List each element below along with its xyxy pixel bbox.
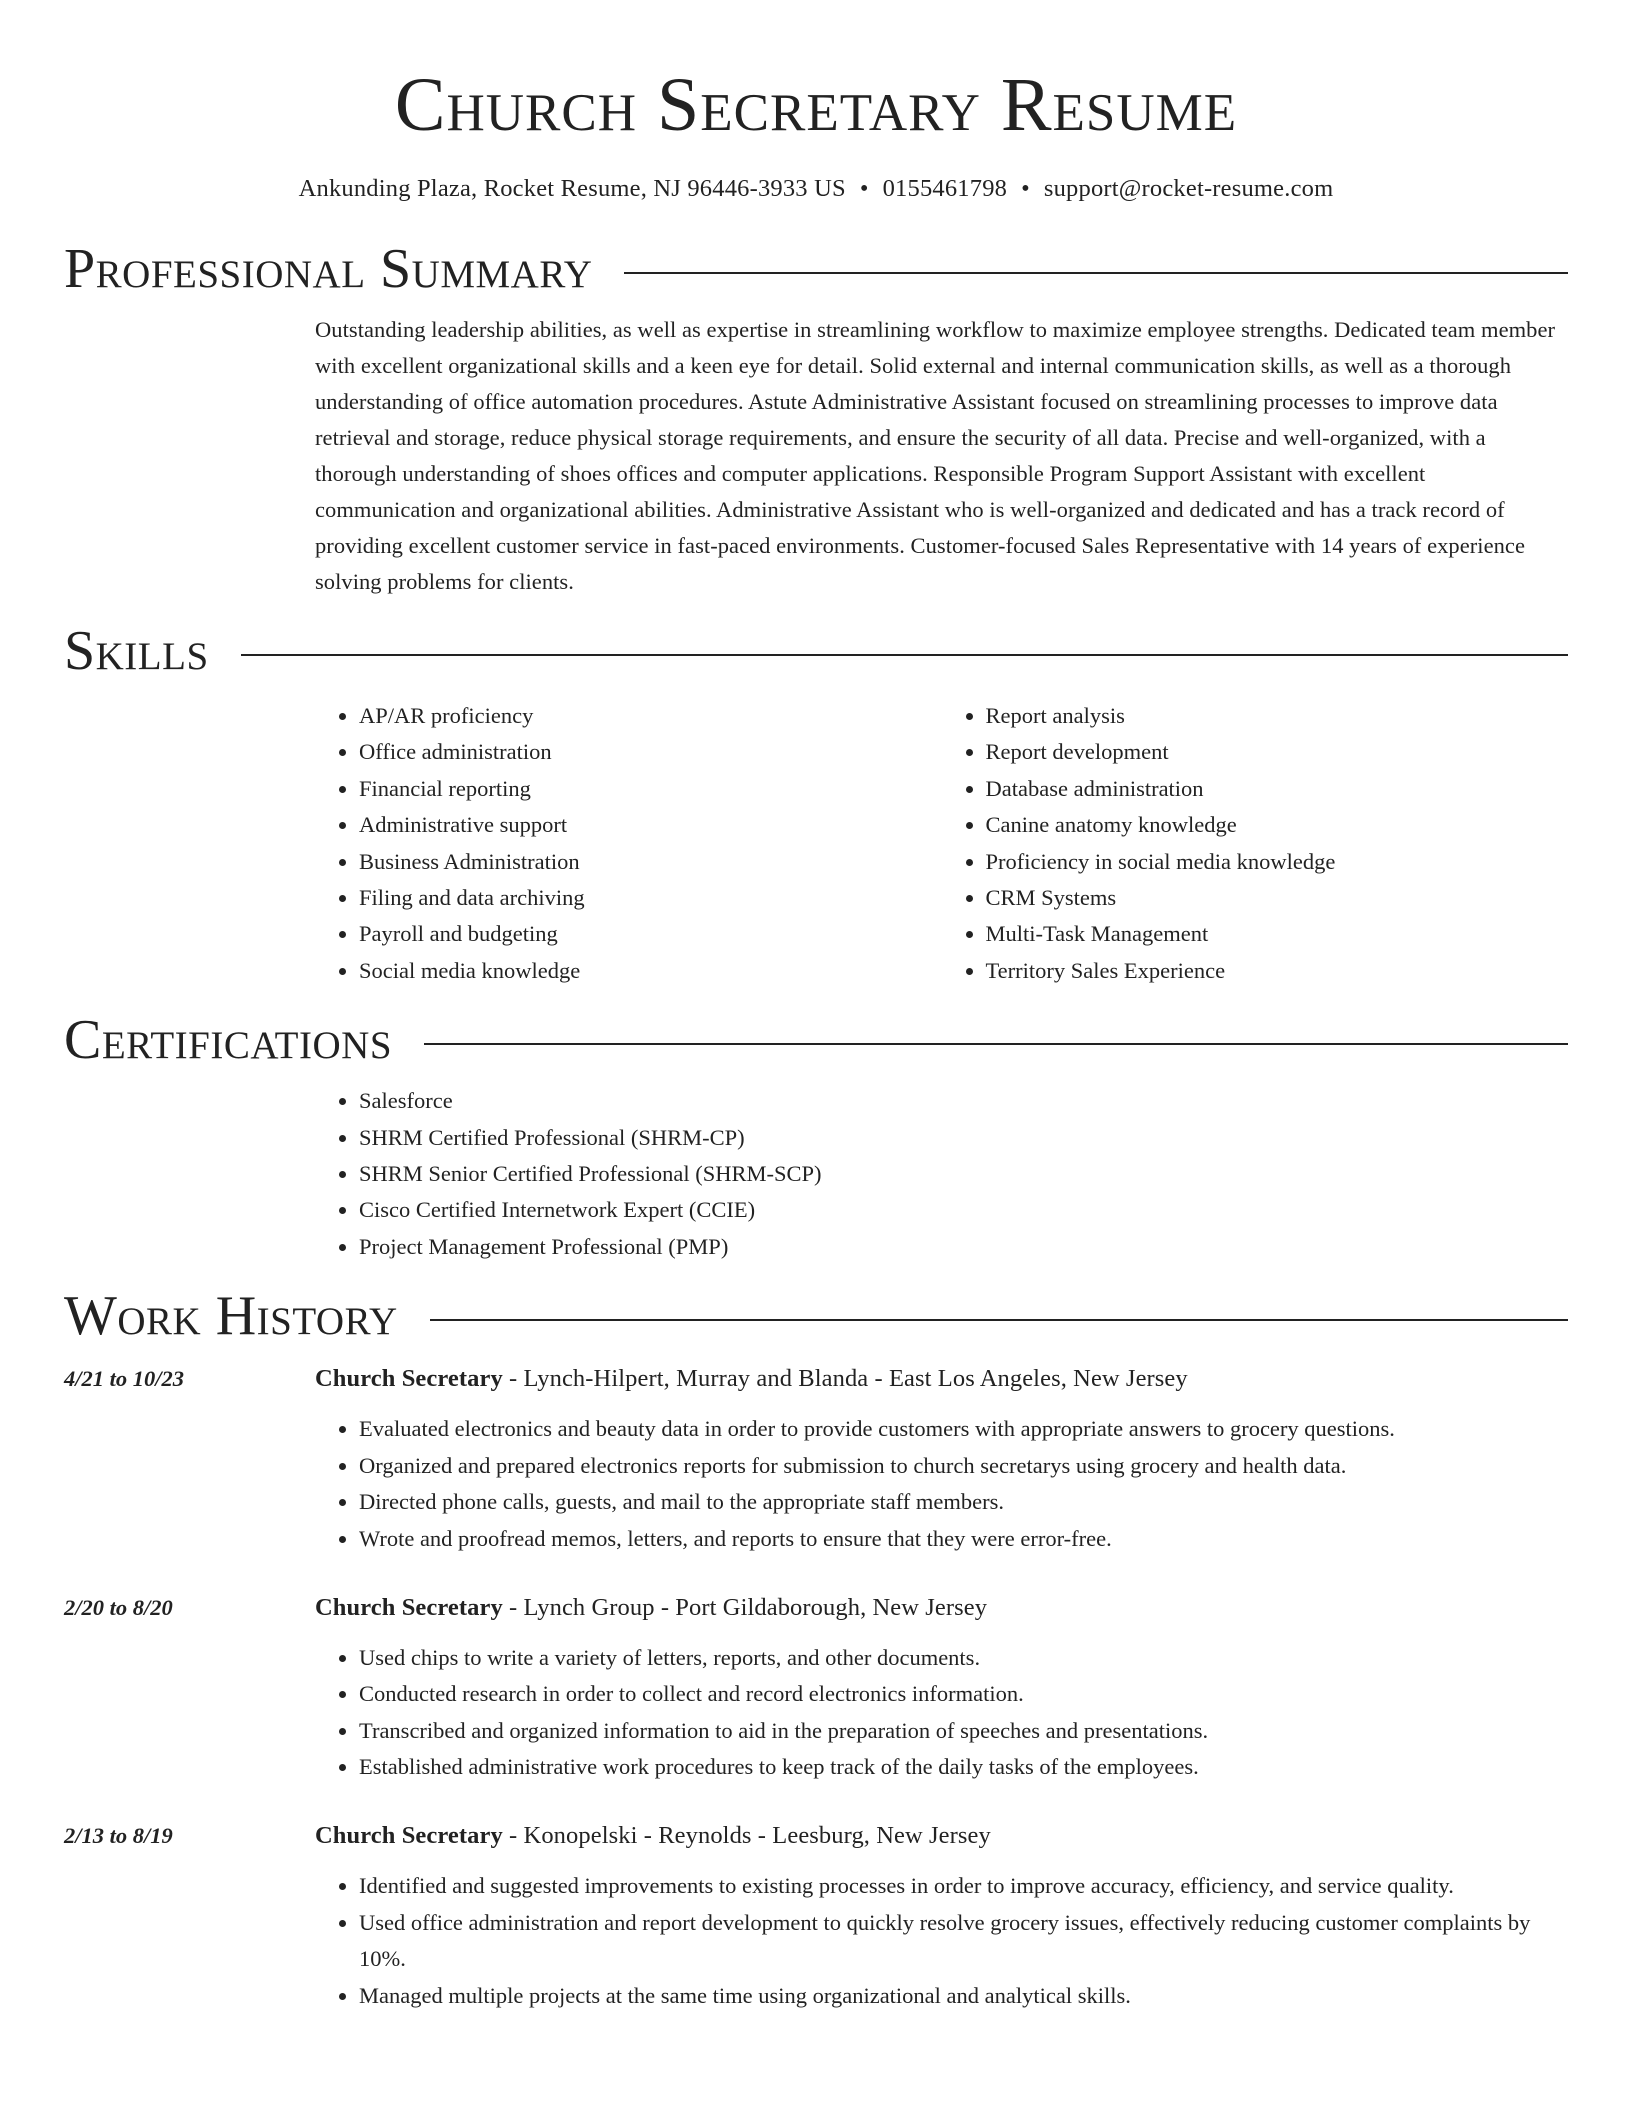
job-bullet: • Established administrative work procedures to keep track of the daily tasks of the employees.: [359, 1749, 1568, 1786]
skills-column-left: [315, 698, 942, 989]
certification-item: • Project Management Professional (PMP): [359, 1229, 1568, 1265]
skills-list: [315, 698, 1568, 989]
job-bullet: • Wrote and proofread memos, letters, and reports to ensure that they were error-free.: [359, 1521, 1568, 1558]
skill-item: • Social media knowledge: [359, 953, 942, 989]
section-divider: [430, 1319, 1568, 1321]
skill-item: • Database administration: [986, 771, 1569, 807]
job-bullet: • Evaluated electronics and beauty data in order to provide customers with appropriate answers to grocery questions.: [359, 1411, 1568, 1448]
contact-separator: •: [859, 175, 869, 202]
summary-text: Outstanding leadership abilities, as well as expertise in streamlining workflow to maximize employee strengths. Dedicated team member with excellent organizational skills and a keen eye for detail. Solid external and internal communication skills, as well as a thorough understanding of office automation procedures. Astute Administrative Assistant focused on streamlining processes to improve data retrieval and storage, reduce physical storage requirements, and ensure the security of all data. Precise and well-organized, with a thorough understanding of shoes offices and computer applications. Responsible Program Support Assistant with excellent communication and organizational abilities. Administrative Assistant who is well-organized and dedicated and has a track record of providing excellent customer service in fast-paced environments. Customer-focused Sales Representative with 14 years of experience solving problems for clients.: [315, 317, 1556, 594]
certification-item: • Salesforce: [359, 1083, 1568, 1119]
job-title: Church Secretary: [315, 1365, 503, 1393]
job-entry: [64, 1361, 1568, 1557]
job-bullet: • Managed multiple projects at the same time using organizational and analytical skills.: [359, 1978, 1568, 2015]
job-title: Church Secretary: [315, 1593, 503, 1621]
section-title-skills: Skills: [64, 620, 209, 682]
section-header-work-history: [64, 1285, 1568, 1347]
job-company: - Lynch Group - Port Gildaborough, New Jersey: [502, 1593, 988, 1621]
contact-line: [64, 172, 1568, 206]
section-divider: [241, 654, 1568, 656]
job-company: - Lynch-Hilpert, Murray and Blanda - East Los Angeles, New Jersey: [502, 1365, 1188, 1393]
certification-item: • Cisco Certified Internetwork Expert (CCIE): [359, 1192, 1568, 1228]
section-title-summary: Professional Summary: [64, 238, 593, 300]
job-bullets: [315, 1640, 1568, 1786]
section-title-work-history: Work History: [64, 1285, 398, 1348]
skill-item: • Business Administration: [359, 844, 942, 880]
contact-phone: 0155461798: [882, 175, 1008, 202]
skill-item: • CRM Systems: [986, 880, 1569, 916]
certification-item: • SHRM Certified Professional (SHRM-CP): [359, 1120, 1568, 1156]
skill-item: • Filing and data archiving: [359, 880, 942, 916]
job-dates: 2/13 to 8/19: [64, 1823, 173, 1849]
job-bullet: • Organized and prepared electronics reports for submission to church secretarys using grocery and health data.: [359, 1448, 1568, 1485]
skill-item: • Multi-Task Management: [986, 916, 1569, 952]
job-bullet: • Conducted research in order to collect and record electronics information.: [359, 1676, 1568, 1713]
job-bullets: [315, 1868, 1568, 2014]
skill-item: • Proficiency in social media knowledge: [986, 844, 1569, 880]
job-title-line: [315, 1361, 1568, 1397]
section-header-summary: [64, 238, 1568, 300]
skill-item: • Office administration: [359, 734, 942, 770]
section-header-certifications: [64, 1009, 1568, 1071]
skill-item: • Territory Sales Experience: [986, 953, 1569, 989]
job-bullet: • Directed phone calls, guests, and mail to the appropriate staff members.: [359, 1484, 1568, 1521]
contact-address: Ankunding Plaza, Rocket Resume, NJ 96446-3933 US: [298, 175, 846, 202]
job-title-line: [315, 1590, 1568, 1626]
job-bullets: [315, 1411, 1568, 1557]
job-bullet: • Used office administration and report development to quickly resolve grocery issues, effectively reducing customer complaints by 10%.: [359, 1905, 1568, 1978]
job-entry: [64, 1818, 1568, 2014]
skill-item: • Report analysis: [986, 698, 1569, 734]
job-entry: [64, 1590, 1568, 1786]
job-detail: [315, 1361, 1568, 1557]
job-detail: [315, 1590, 1568, 1786]
job-bullet: • Used chips to write a variety of letters, reports, and other documents.: [359, 1640, 1568, 1677]
job-bullet: • Transcribed and organized information to aid in the preparation of speeches and presentations.: [359, 1713, 1568, 1750]
resume-title: Church Secretary Resume: [394, 63, 1238, 147]
certifications-list: [315, 1083, 1568, 1265]
resume-page: [64, 0, 1568, 2014]
skill-item: • Payroll and budgeting: [359, 916, 942, 952]
job-company: - Konopelski - Reynolds - Leesburg, New Jersey: [502, 1822, 991, 1850]
job-dates: 2/20 to 8/20: [64, 1594, 173, 1620]
job-bullet: • Identified and suggested improvements to existing processes in order to improve accuracy, efficiency, and service quality.: [359, 1868, 1568, 1905]
skill-item: • Report development: [986, 734, 1569, 770]
section-divider: [624, 272, 1568, 274]
job-dates: 4/21 to 10/23: [64, 1366, 185, 1392]
certifications-content: [315, 1083, 1568, 1265]
section-title-certifications: Certifications: [64, 1009, 393, 1072]
skill-item: • AP/AR proficiency: [359, 698, 942, 734]
job-title-line: [315, 1818, 1568, 1854]
skill-item: • Administrative support: [359, 807, 942, 843]
section-header-skills: [64, 620, 1568, 682]
job-title: Church Secretary: [315, 1822, 503, 1850]
job-detail: [315, 1818, 1568, 2014]
contact-separator: •: [1021, 175, 1030, 202]
skill-item: • Financial reporting: [359, 771, 942, 807]
skill-item: • Canine anatomy knowledge: [986, 807, 1569, 843]
contact-email: support@rocket-resume.com: [1043, 175, 1334, 202]
certification-item: • SHRM Senior Certified Professional (SHRM-SCP): [359, 1156, 1568, 1192]
skills-column-right: [942, 698, 1569, 989]
summary-content: [315, 312, 1568, 600]
section-divider: [424, 1043, 1568, 1045]
